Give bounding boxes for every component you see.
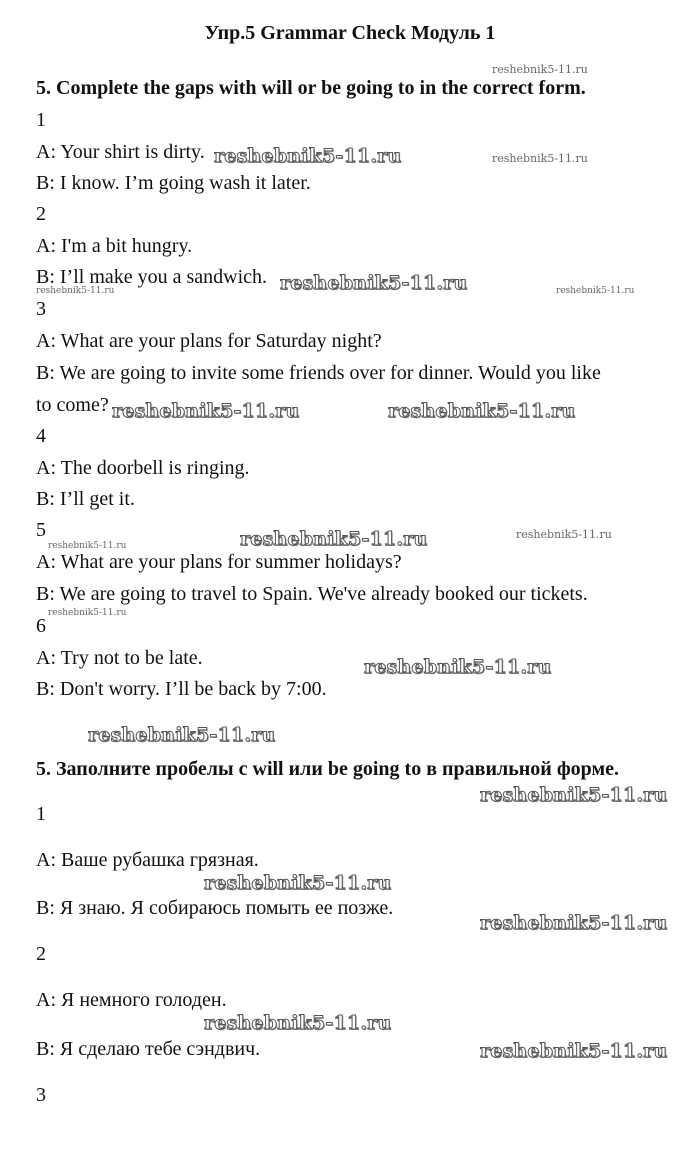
watermark-text: reshebnik5-11.ru <box>214 145 402 167</box>
watermark-text: reshebnik5-11.ru <box>48 608 127 618</box>
russian-item-number: 2 <box>36 943 46 965</box>
watermark-text: reshebnik5-11.ru <box>240 528 428 550</box>
english-item-number: 2 <box>36 203 46 225</box>
english-dialogue-line: A: Try not to be late. <box>36 647 203 669</box>
english-exercise-heading: 5. Complete the gaps with will or be going to in the correct form. <box>36 77 586 99</box>
english-dialogue-line: B: I know. I’m going wash it later. <box>36 172 311 194</box>
watermark-text: reshebnik5-11.ru <box>480 1040 668 1062</box>
english-item-number: 4 <box>36 425 46 447</box>
watermark-text: reshebnik5-11.ru <box>36 286 115 296</box>
russian-item-number: 1 <box>36 803 46 825</box>
english-dialogue-line: A: The doorbell is ringing. <box>36 457 250 479</box>
english-item-number: 6 <box>36 615 46 637</box>
english-dialogue-line: A: What are your plans for summer holidays? <box>36 551 402 573</box>
english-dialogue-line: A: I'm a bit hungry. <box>36 235 193 257</box>
english-dialogue-line: B: We are going to invite some friends over for dinner. Would you like <box>36 362 601 384</box>
watermark-text: reshebnik5-11.ru <box>556 286 635 296</box>
english-dialogue-line: B: We are going to travel to Spain. We've already booked our tickets. <box>36 583 588 605</box>
russian-dialogue-line: B: Я знаю. Я собираюсь помыть ее позже. <box>36 897 394 919</box>
russian-item-number: 3 <box>36 1084 46 1106</box>
russian-dialogue-line: A: Я немного голоден. <box>36 989 227 1011</box>
watermark-text: reshebnik5-11.ru <box>364 656 552 678</box>
watermark-text: reshebnik5-11.ru <box>48 541 127 551</box>
watermark-text: reshebnik5-11.ru <box>480 784 668 806</box>
english-dialogue-line: A: What are your plans for Saturday night? <box>36 330 382 352</box>
russian-dialogue-line: B: Я сделаю тебе сэндвич. <box>36 1038 261 1060</box>
watermark-text: reshebnik5-11.ru <box>112 400 300 422</box>
english-item-number: 1 <box>36 109 46 131</box>
watermark-text: reshebnik5-11.ru <box>516 528 612 541</box>
watermark-text: reshebnik5-11.ru <box>388 400 576 422</box>
english-item-number: 5 <box>36 519 46 541</box>
english-dialogue-line: B: I’ll get it. <box>36 488 135 510</box>
english-dialogue-line: B: Don't worry. I’ll be back by 7:00. <box>36 678 327 700</box>
watermark-text: reshebnik5-11.ru <box>204 1012 392 1034</box>
watermark-text: reshebnik5-11.ru <box>280 272 468 294</box>
watermark-text: reshebnik5-11.ru <box>204 872 392 894</box>
watermark-text: reshebnik5-11.ru <box>492 152 588 165</box>
english-item-number: 3 <box>36 298 46 320</box>
russian-exercise-heading: 5. Заполните пробелы с will или be going to в правильной форме. <box>36 758 619 780</box>
watermark-text: reshebnik5-11.ru <box>88 724 276 746</box>
english-dialogue-line: B: I’ll make you a sandwich. <box>36 266 268 288</box>
watermark-text: reshebnik5-11.ru <box>480 912 668 934</box>
russian-dialogue-line: A: Ваше рубашка грязная. <box>36 849 259 871</box>
english-dialogue-line: A: Your shirt is dirty. <box>36 141 205 163</box>
page-title: Упр.5 Grammar Check Модуль 1 <box>204 22 496 44</box>
english-dialogue-line: to come? <box>36 394 109 416</box>
watermark-text: reshebnik5-11.ru <box>492 63 588 76</box>
